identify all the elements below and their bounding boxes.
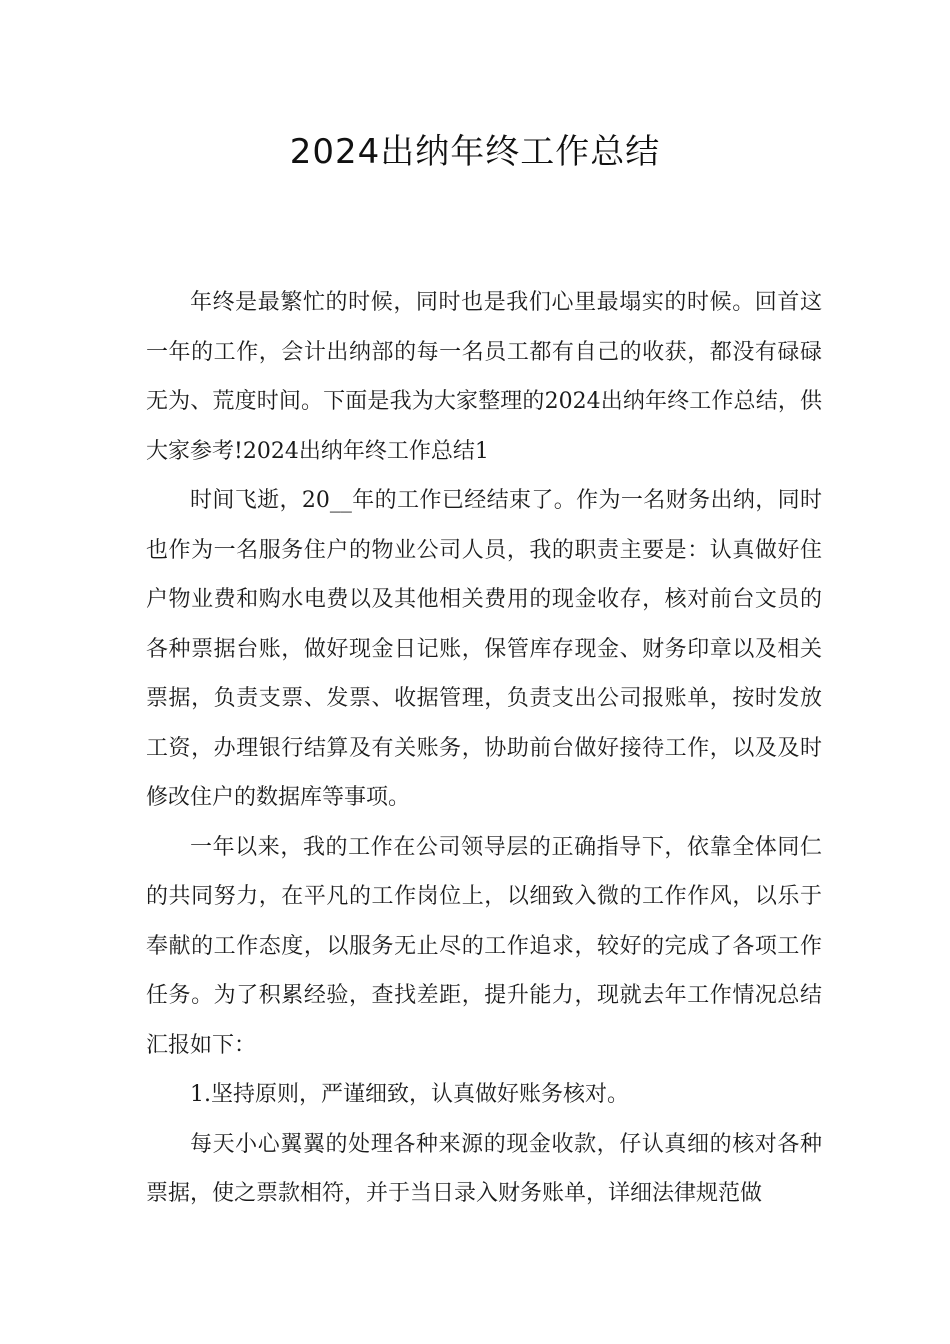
paragraph-cash-handling: 每天小心翼翼的处理各种来源的现金收款，仔认真细的核对各种票据，使之票款相符，并于当日录入财务账单，详细法律规范做 — [146, 1131, 822, 1206]
paragraph-summary: 一年以来，我的工作在公司领导层的正确指导下，依靠全体同仁的共同努力，在平凡的工作岗位上，以细致入微的工作作风，以乐于奉献的工作态度，以服务无止尽的工作追求，较好的完成了各项工作任务。为了积累经验，查找差距，提升能力，现就去年工作情况总结汇报如下： — [146, 834, 822, 1058]
document-title: 2024出纳年终工作总结 — [289, 132, 661, 172]
paragraph-intro: 年终是最繁忙的时候，同时也是我们心里最塌实的时候。回首这一年的工作，会计出纳部的每一名员工都有自己的收获，都没有碌碌无为、荒度时间。下面是我为大家整理的2024出纳年终工作总结，供大家参考!2024出纳年终工作总结1 — [146, 290, 822, 464]
section-heading-1: 1.坚持原则，严谨细致，认真做好账务核对。 — [190, 1082, 629, 1107]
document-body — [146, 278, 822, 1219]
paragraph-duties: 时间飞逝，20__年的工作已经结束了。作为一名财务出纳，同时也作为一名服务住户的物业公司人员，我的职责主要是：认真做好住户物业费和购水电费以及其他相关费用的现金收存，核对前台文员的各种票据台账，做好现金日记账，保管库存现金、财务印章以及相关票据，负责支票、发票、收据管理，负责支出公司报账单，按时发放工资，办理银行结算及有关账务，协助前台做好接待工作，以及及时修改住户的数据库等事项。 — [146, 488, 822, 810]
